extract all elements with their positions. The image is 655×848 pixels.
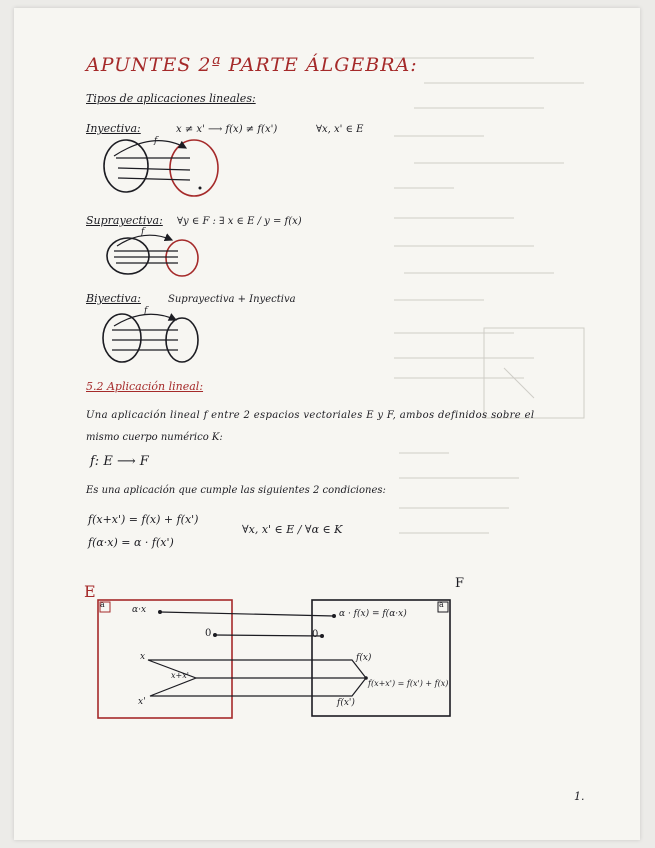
- injective-arrow-label: f: [154, 136, 158, 146]
- bijective-formula: Suprayectiva + Inyectiva: [168, 294, 296, 305]
- linear-map-diagram: [14, 8, 640, 840]
- bijective-label: Biyectiva:: [86, 292, 141, 305]
- label-fxprime: f(x'): [337, 698, 355, 708]
- definition-line-2: mismo cuerpo numérico K:: [86, 432, 223, 443]
- label-alpha-x: α·x: [132, 605, 147, 615]
- label-x-prime: x': [138, 697, 146, 707]
- label-alpha-fx: α · f(x) = f(α·x): [339, 609, 407, 619]
- condition-homogeneity: f(α·x) = α · f(x'): [88, 536, 174, 549]
- page-number: 1.: [574, 790, 585, 803]
- box-e-tag: a: [100, 600, 105, 609]
- page-title: APUNTES 2ª PARTE ÁLGEBRA:: [86, 54, 418, 76]
- injective-formula: x ≠ x' ⟶ f(x) ≠ f(x'): [176, 124, 278, 135]
- section-heading-types: Tipos de aplicaciones lineales:: [86, 92, 256, 105]
- condition-additivity: f(x+x') = f(x) + f(x'): [88, 513, 199, 526]
- label-zero-left: 0: [205, 628, 212, 639]
- set-e-label: E: [84, 582, 96, 601]
- label-zero-right: 0: [312, 629, 319, 640]
- box-e: [98, 600, 232, 718]
- surjective-arrow-label: f: [141, 227, 145, 237]
- injective-label: Inyectiva:: [86, 122, 141, 135]
- map-notation: f: E ⟶ F: [90, 454, 149, 469]
- label-fx: f(x): [356, 653, 372, 663]
- label-x-plus-xprime: x+x': [171, 671, 189, 680]
- notebook-page: [14, 8, 640, 840]
- label-f-sum: f(x+x') = f(x') + f(x): [368, 679, 449, 688]
- section-heading-linear-map: 5.2 Aplicación lineal:: [86, 380, 204, 393]
- conditions-intro: Es una aplicación que cumple las siguientes 2 condiciones:: [86, 485, 386, 496]
- label-x: x: [140, 652, 146, 662]
- set-f-label: F: [455, 576, 465, 591]
- surjective-label: Suprayectiva:: [86, 214, 163, 227]
- conditions-quantifier: ∀x, x' ∈ E / ∀α ∈ K: [242, 523, 343, 536]
- bijective-arrow-label: f: [144, 306, 148, 316]
- surjective-formula: ∀y ∈ F : ∃ x ∈ E / y = f(x): [177, 216, 302, 227]
- definition-line-1: Una aplicación lineal f entre 2 espacios vectoriales E y F, ambos definidos sobre el: [86, 410, 535, 421]
- box-f-tag: a: [439, 600, 444, 609]
- injective-quantifier: ∀x, x' ∈ E: [316, 124, 364, 135]
